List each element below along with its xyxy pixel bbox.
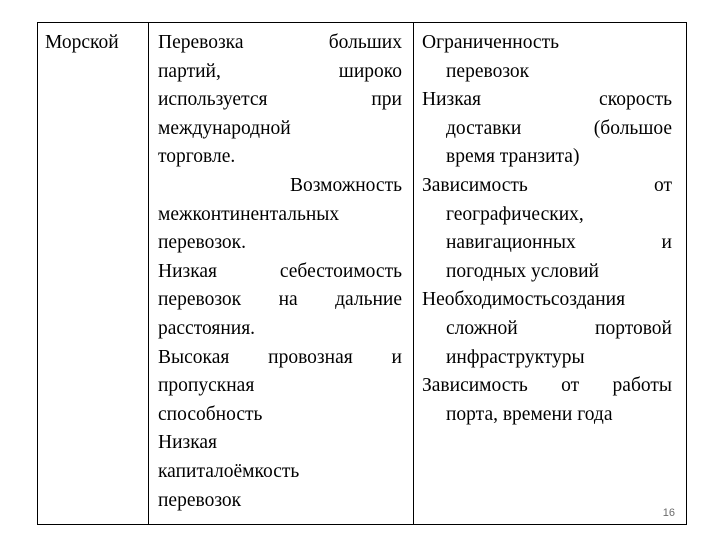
disadvantages-line: географических, (446, 203, 584, 225)
advantages-line: Возможность (289, 174, 402, 196)
column-divider-1 (148, 23, 149, 524)
advantages-line: Перевозка больших (158, 32, 402, 53)
disadvantages-line: Зависимость от работы (422, 375, 672, 397)
comparison-table (37, 22, 687, 525)
advantages-line: перевозок (158, 489, 242, 511)
transport-type: Морской (45, 32, 119, 53)
disadvantages-line: Низкая скорость (422, 89, 672, 111)
advantages-line: пропускная (158, 375, 255, 397)
disadvantages-line: погодных условий (446, 260, 599, 282)
advantages-line: межконтинентальных (158, 203, 340, 225)
disadvantages-cell (422, 29, 672, 429)
advantages-line: используется при (158, 89, 402, 111)
advantages-line: перевозок на дальние (158, 289, 402, 311)
disadvantages-line: инфраструктуры (446, 346, 585, 368)
advantages-line: расстояния. (158, 317, 256, 339)
disadvantages-line: сложной портовой (446, 317, 672, 339)
disadvantages-line: Зависимость от (422, 174, 672, 196)
advantages-line: международной (158, 117, 291, 139)
advantages-line: перевозок. (158, 232, 247, 254)
advantages-line: способность (158, 403, 263, 425)
advantages-line: Высокая провозная и (158, 346, 402, 368)
transport-type-cell (45, 29, 145, 58)
advantages-cell (158, 29, 402, 515)
advantages-line: Низкая (158, 432, 218, 454)
disadvantages-line: доставки (большое (446, 117, 672, 139)
column-divider-2 (413, 23, 414, 524)
advantages-line: капиталоёмкость (158, 460, 300, 482)
advantages-line: торговле. (158, 146, 236, 168)
disadvantages-line: порта, времени года (446, 403, 613, 425)
disadvantages-line: Необходимостьсоздания (422, 289, 626, 311)
disadvantages-line: перевозок (446, 60, 530, 82)
disadvantages-line: время транзита) (446, 146, 580, 168)
advantages-line: Низкая себестоимость (158, 260, 402, 282)
page-number: 16 (662, 507, 675, 519)
disadvantages-line: Ограниченность (422, 32, 559, 53)
advantages-line: партий, широко (158, 60, 402, 82)
disadvantages-line: навигационных и (446, 232, 672, 254)
